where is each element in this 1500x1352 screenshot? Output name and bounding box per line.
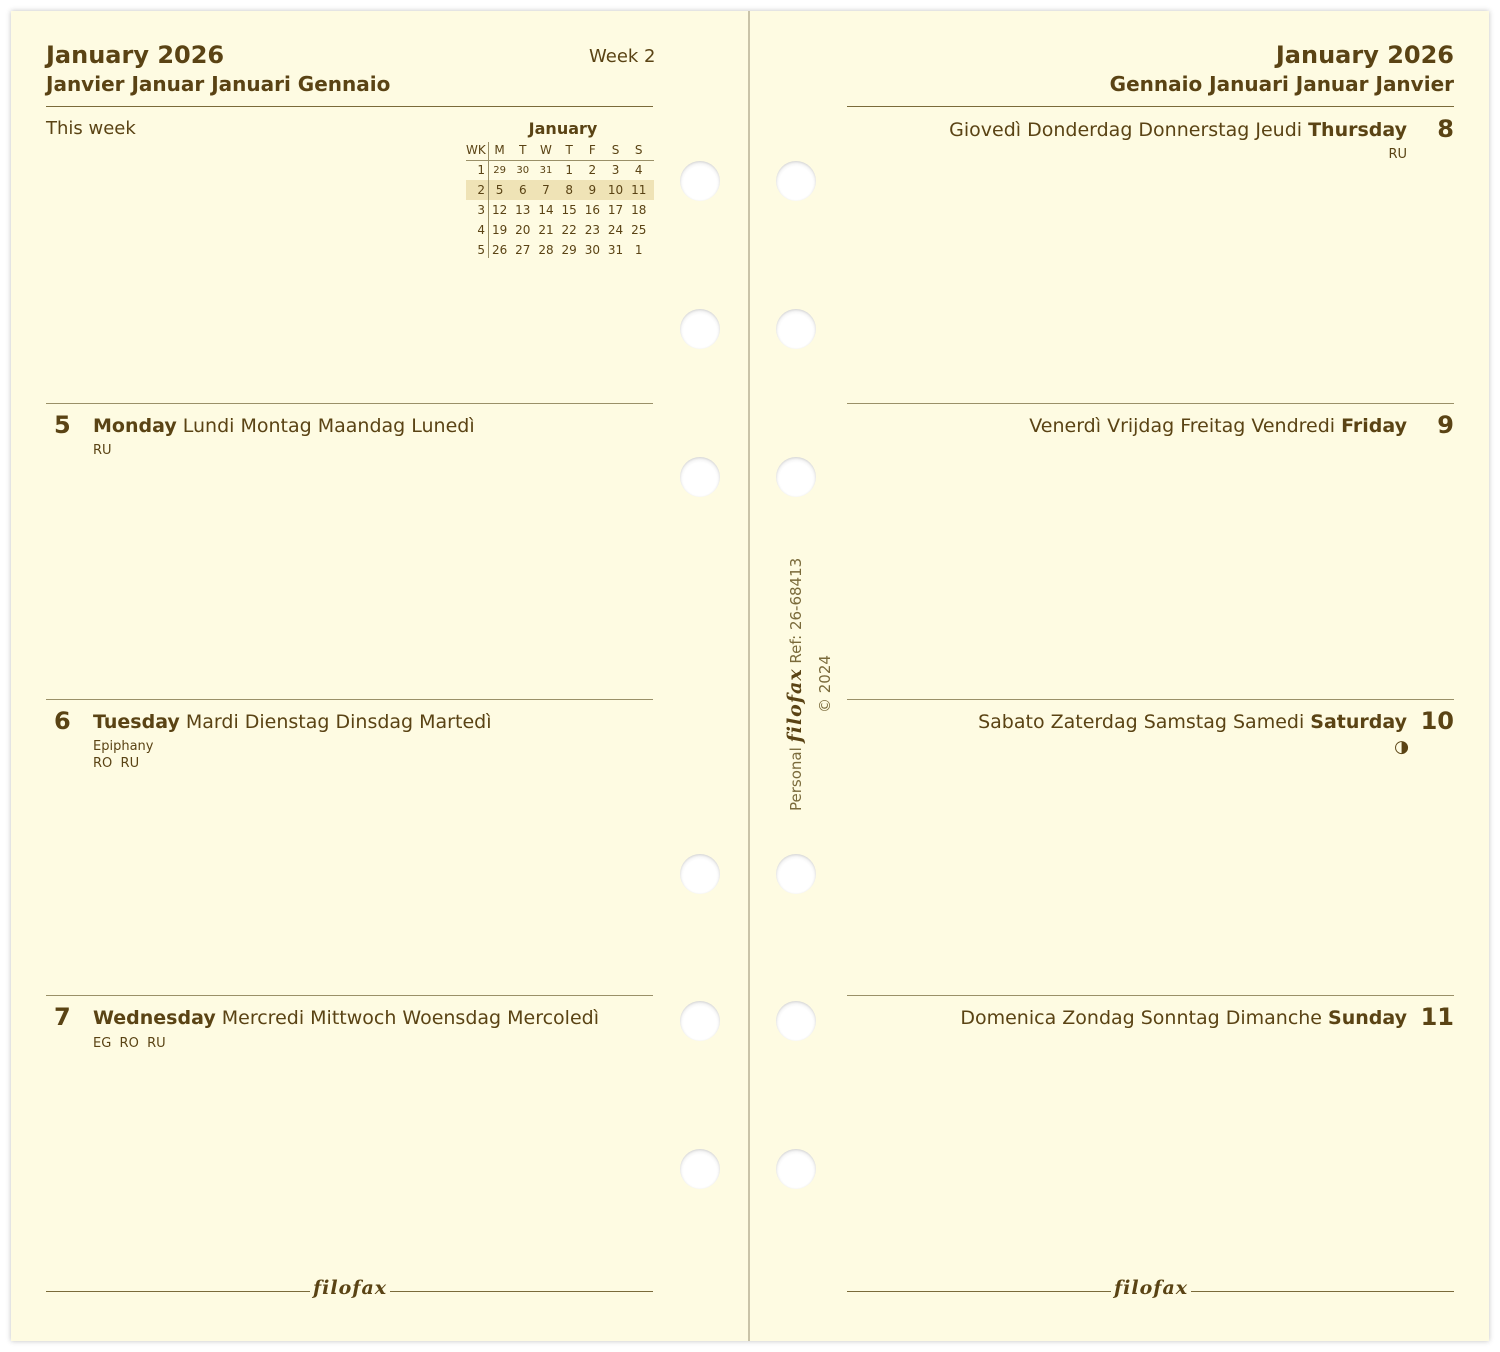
mini-week-number: 4 — [477, 223, 485, 237]
mini-calendar — [466, 119, 654, 260]
right-page-title: January 2026 — [1275, 41, 1454, 69]
mini-day-cell: 11 — [631, 183, 647, 197]
mini-day-cell: 16 — [584, 203, 600, 217]
day-name-monday: Monday Lundi Montag Maandag Lunedì — [93, 415, 475, 437]
day-number-monday: 5 — [54, 411, 71, 439]
mini-day-cell: 6 — [518, 183, 527, 197]
mini-day-cell: 2 — [588, 163, 597, 177]
day-note: RO RU — [93, 756, 140, 771]
mini-calendar-week-row — [466, 180, 654, 200]
mini-calendar-week-row — [466, 240, 654, 260]
day-number-saturday: 10 — [1420, 707, 1454, 735]
ring-hole — [680, 161, 720, 201]
day-number-thursday: 8 — [1437, 115, 1454, 143]
day-rule — [46, 403, 653, 404]
copyright: © 2024 — [816, 655, 834, 713]
mini-week-number: 3 — [477, 203, 485, 217]
ring-hole — [680, 1001, 720, 1041]
mini-calendar-rows — [466, 160, 654, 260]
day-rule — [46, 699, 653, 700]
mini-day-cell: 14 — [538, 203, 554, 217]
day-name-tuesday: Tuesday Mardi Dienstag Dinsdag Martedì — [93, 711, 492, 733]
ring-hole — [680, 1149, 720, 1189]
mini-day-cell: 22 — [561, 223, 577, 237]
mini-day-cell: 30 — [584, 243, 600, 257]
spine-imprint — [784, 558, 806, 811]
mini-week-number: 5 — [477, 243, 485, 257]
day-name-saturday: Sabato Zaterdag Samstag Samedi Saturday — [978, 711, 1407, 733]
mini-calendar-week-row — [466, 220, 654, 240]
mini-day-cell: 30 — [516, 164, 530, 176]
day-note: EG RO RU — [93, 1036, 166, 1051]
ring-hole — [776, 309, 816, 349]
mini-day-cell: 10 — [607, 183, 624, 197]
mini-week-number: 1 — [477, 163, 485, 177]
mini-header-day: S — [634, 143, 643, 157]
ring-hole — [776, 854, 816, 894]
day-number-sunday: 11 — [1420, 1003, 1454, 1031]
mini-day-cell: 17 — [607, 203, 624, 217]
day-name-wednesday: Wednesday Mercredi Mittwoch Woensdag Mercoledì — [93, 1007, 599, 1029]
mini-day-cell: 25 — [631, 223, 647, 237]
mini-day-cell: 24 — [607, 223, 624, 237]
day-name-friday: Venerdì Vrijdag Freitag Vendredi Friday — [1029, 415, 1407, 437]
mini-header-day: T — [565, 143, 573, 157]
reference-number: Ref: 26-68413 — [787, 557, 805, 664]
week-number: Week 2 — [589, 46, 656, 67]
day-rule — [46, 995, 653, 996]
mini-day-cell: 28 — [538, 243, 554, 257]
mini-day-cell: 27 — [515, 243, 531, 257]
mini-calendar-month: January — [528, 119, 598, 138]
header-rule — [847, 106, 1454, 107]
day-note: RU — [93, 443, 112, 458]
day-number-tuesday: 6 — [54, 707, 71, 735]
mini-calendar-header — [466, 140, 654, 160]
mini-day-cell: 1 — [565, 163, 573, 177]
mini-day-cell: 9 — [588, 183, 597, 197]
mini-day-cell: 31 — [539, 164, 553, 176]
mini-calendar-grid — [466, 140, 654, 260]
mini-day-cell: 29 — [561, 243, 577, 257]
ring-hole — [680, 854, 720, 894]
mini-day-cell: 3 — [611, 163, 620, 177]
mini-calendar-header-rule — [466, 160, 654, 161]
ring-hole — [776, 1149, 816, 1189]
day-note: Epiphany — [93, 739, 154, 754]
header-rule — [46, 106, 653, 107]
this-week-label: This week — [46, 118, 136, 139]
mini-calendar-week-row — [466, 160, 654, 180]
ring-hole — [776, 457, 816, 497]
spine-filofax-logo: filofax — [784, 668, 806, 743]
first-quarter-moon-icon: ◑ — [1394, 737, 1409, 757]
mini-day-cell: 29 — [493, 164, 506, 176]
mini-header-day: T — [519, 143, 527, 157]
mini-day-cell: 21 — [538, 223, 554, 237]
mini-header-day: M — [494, 143, 505, 157]
day-number-friday: 9 — [1437, 411, 1454, 439]
day-rule — [847, 699, 1454, 700]
mini-day-cell: 20 — [515, 223, 531, 237]
left-page-title: January 2026 — [46, 41, 225, 69]
mini-header-wk: WK — [466, 143, 486, 157]
mini-day-cell: 15 — [561, 203, 577, 217]
page-spine — [748, 11, 750, 1341]
filofax-logo: filofax — [1111, 1277, 1191, 1299]
mini-day-cell: 1 — [634, 243, 643, 257]
mini-day-cell: 5 — [495, 183, 504, 197]
mini-day-cell: 7 — [542, 183, 550, 197]
mini-day-cell: 23 — [584, 223, 600, 237]
day-name-thursday: Giovedì Donderdag Donnerstag Jeudi Thursday — [949, 119, 1407, 141]
mini-header-day: W — [540, 143, 552, 157]
day-name-sunday: Domenica Zondag Sonntag Dimanche Sunday — [960, 1007, 1407, 1029]
filofax-logo: filofax — [310, 1277, 390, 1299]
mini-day-cell: 8 — [565, 183, 573, 197]
paper-size-label: Personal — [787, 747, 805, 811]
day-rule — [847, 995, 1454, 996]
mini-calendar-week-row — [466, 200, 654, 220]
day-number-wednesday: 7 — [54, 1003, 71, 1031]
ring-hole — [776, 161, 816, 201]
mini-day-cell: 13 — [515, 203, 531, 217]
planner-spread — [11, 11, 1489, 1341]
ring-hole — [680, 309, 720, 349]
mini-header-day: S — [611, 143, 620, 157]
mini-day-cell: 4 — [634, 163, 643, 177]
ring-hole — [680, 457, 720, 497]
day-rule — [847, 403, 1454, 404]
mini-day-cell: 12 — [491, 203, 508, 217]
mini-header-day: F — [588, 143, 596, 157]
mini-day-cell: 26 — [491, 243, 508, 257]
left-page-subtitle: Janvier Januar Januari Gennaio — [46, 72, 391, 96]
ring-hole — [776, 1001, 816, 1041]
right-page-subtitle: Gennaio Januari Januar Janvier — [1109, 72, 1454, 96]
mini-day-cell: 19 — [491, 223, 508, 237]
mini-day-cell: 31 — [607, 243, 624, 257]
mini-week-number: 2 — [477, 183, 485, 197]
mini-day-cell: 18 — [631, 203, 647, 217]
day-note: RU — [1388, 147, 1407, 162]
